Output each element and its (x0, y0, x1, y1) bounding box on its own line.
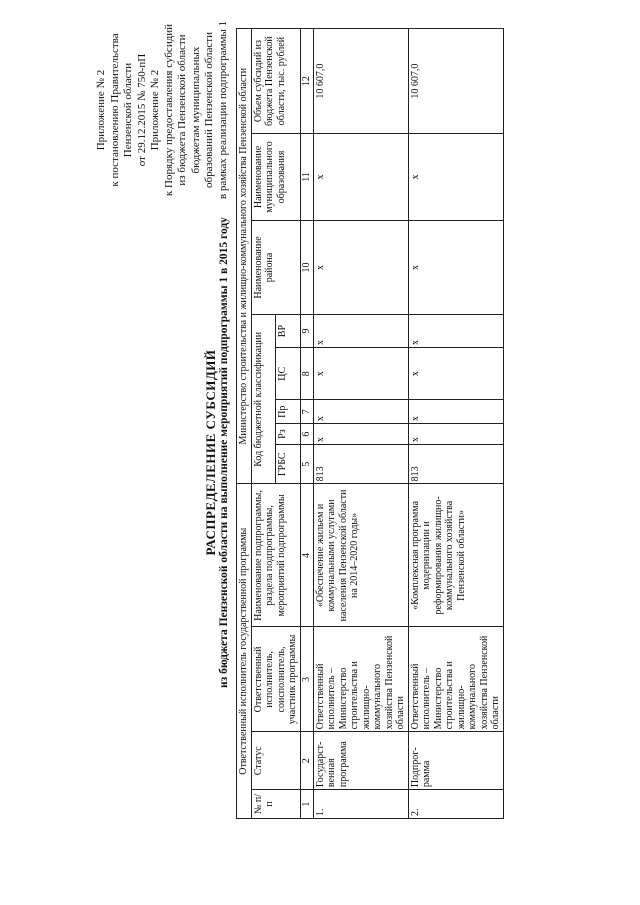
row-district: х (408, 220, 503, 314)
row-municipality: х (408, 134, 503, 221)
row-pr: х (408, 400, 503, 424)
header-district: Наименование района (251, 220, 300, 314)
header-pr: Пр (276, 400, 301, 424)
approval-line: Пензенской области (122, 62, 134, 158)
column-number: 3 (300, 627, 313, 732)
table-row (408, 29, 503, 819)
column-number: 8 (300, 348, 313, 400)
row-cs: х (408, 348, 503, 400)
column-number: 1 (300, 790, 313, 819)
row-executor: Ответственный исполнитель – Министерство строительства и жилищно-коммунального хозяйства Пензенской области (313, 627, 408, 732)
header-executor: Ответственный исполнитель, соисполнитель, участник программы (251, 627, 300, 732)
header-cs: ЦС (276, 348, 301, 400)
row-num: 1. (313, 790, 408, 819)
approval-line: в рамках реализации подпрограммы 1 (216, 20, 229, 200)
header-budget-code: Код бюджетной классификации (251, 315, 276, 484)
column-number: 10 (300, 220, 313, 314)
row-num: 2. (408, 790, 503, 819)
approval-line: бюджетам муниципальных (189, 46, 202, 174)
row-rz: х (313, 424, 408, 445)
document-subtitle: из бюджета Пензенской области на выполнение мероприятий подпрограммы 1 в 2015 году (218, 217, 230, 688)
approval-line: к Порядку предоставления субсидий (162, 23, 175, 197)
header-municipality: Наименование муниципального образования (251, 134, 300, 221)
row-status: Подпрог-рамма (408, 732, 503, 790)
group-header-left: Ответственный исполнитель государственной программы (237, 484, 252, 819)
approval-line: от 29.12.2015 № 750-пП (135, 53, 148, 167)
column-number: 2 (300, 732, 313, 790)
row-volume: 10 607,0 (408, 29, 503, 134)
group-header-right: Министерство строительства и жилищно-коммунального хозяйства Пензенской области (237, 29, 252, 484)
approval-line: Приложение № 2 (95, 69, 107, 151)
row-name: «Комплексная программа модернизации и реформирования жилищно-коммунального хозяйства Пензенской области» (408, 484, 503, 627)
column-number: 5 (300, 445, 313, 484)
row-municipality: х (313, 134, 408, 221)
approval-line: к постановлению Правительства (108, 33, 121, 187)
header-rz: Рз (276, 424, 301, 445)
column-number: 9 (300, 315, 313, 348)
header-grbs: ГРБС (276, 445, 301, 484)
header-volume: Объем субсидий из бюджета Пензенской области, тыс. рублей (251, 29, 300, 134)
row-district: х (313, 220, 408, 314)
column-number-row (300, 29, 313, 819)
header-vr: ВР (276, 315, 301, 348)
header-name: Наименование подпрограммы, раздела подпрограммы, мероприятий подпрограммы (251, 484, 300, 627)
row-cs: х (313, 348, 408, 400)
row-name: «Обеспечение жильем и коммунальными услугами населения Пензенской области на 2014–2020 годы» (313, 484, 408, 627)
approval-line: Приложение № 2 (149, 69, 161, 151)
header-status: Статус (251, 732, 300, 790)
row-status: Государст-венная программа (313, 732, 408, 790)
row-pr: х (313, 400, 408, 424)
row-rz: х (408, 424, 503, 445)
row-grbs: 813 (408, 445, 503, 484)
document-title: РАСПРЕДЕЛЕНИЕ СУБСИДИЙ (203, 349, 218, 556)
subsidy-table (236, 28, 504, 819)
row-grbs: 813 (313, 445, 408, 484)
approval-line: из бюджета Пензенской области (176, 34, 188, 186)
header-num: № п/п (251, 790, 300, 819)
row-vr: х (408, 315, 503, 348)
column-number: 6 (300, 424, 313, 445)
column-number: 12 (300, 29, 313, 134)
column-number: 4 (300, 484, 313, 627)
row-vr: х (313, 315, 408, 348)
row-volume: 10 607,0 (313, 29, 408, 134)
row-executor: Ответственный исполнитель – Министерство строительства и жилищно-коммунального хозяйства Пензенской области (408, 627, 503, 732)
column-number: 7 (300, 400, 313, 424)
approval-line: образований Пензенской области (203, 32, 215, 189)
table-row (313, 29, 408, 819)
column-number: 11 (300, 134, 313, 221)
